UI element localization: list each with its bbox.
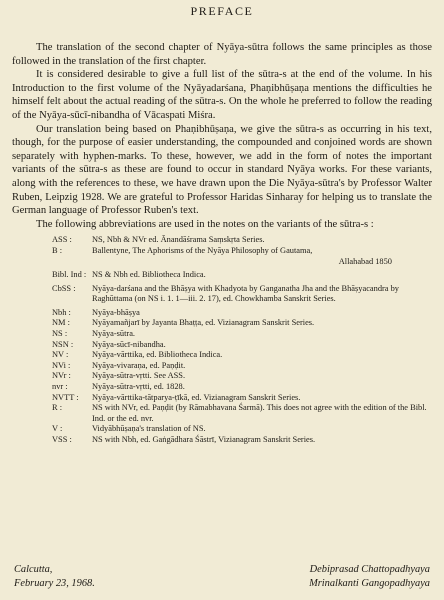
page-title: PREFACE [190, 4, 254, 18]
abbr-key: B [52, 245, 58, 255]
abbr-value: NS with Nbh, ed. Gaṅgādhara Śāstrī, Vizianagram Sanskrit Series. [92, 435, 316, 444]
abbr-sep: : [81, 270, 87, 280]
abbr-key: NVTT [52, 392, 75, 402]
abbr-value: Vidyābhūṣaṇa's translation of NS. [92, 424, 206, 434]
abbreviation-item [52, 403, 428, 424]
abbreviation-item [52, 246, 428, 257]
abbreviation-item [52, 424, 428, 435]
abbr-value: Nyāya-vivaraṇa, ed. Paṇḍit. [92, 360, 186, 370]
signoff-place: Calcutta, [14, 564, 53, 576]
abbreviation-item [52, 361, 428, 372]
place-date [14, 563, 95, 590]
abbr-value: Nyāya-sūtra-vṛtti, ed. 1828. [92, 382, 185, 392]
abbr-key: NSN [52, 339, 69, 349]
abbr-key: NM [52, 318, 66, 328]
abbr-value: Ballentyne, The Aphorisms of the Nyāya Philosophy of Gautama, [92, 245, 313, 255]
abbreviation-item [52, 257, 428, 268]
abbreviation-list [12, 235, 432, 445]
abbr-sep: : [65, 318, 70, 328]
abbr-sep: : [62, 329, 68, 339]
abbr-value: Nyāya-bhāṣya [92, 307, 140, 317]
abbr-key: nvr [52, 382, 64, 392]
abbr-key: NVi [52, 360, 66, 370]
abbr-sep: : [68, 339, 74, 349]
signoff-date: February 23, 1968. [14, 577, 95, 589]
abbr-key: VSS [52, 435, 68, 444]
abbreviation-item [52, 318, 428, 329]
abbr-key: V [52, 424, 58, 434]
abbreviation-item [52, 340, 428, 351]
abbr-key: Bibl. Ind [52, 270, 82, 280]
abbr-key: ASS [52, 235, 68, 245]
abbreviation-item [52, 435, 428, 446]
abbreviation-item [52, 329, 428, 340]
abbr-sep: : [66, 371, 71, 381]
paragraph-3: Our translation being based on Phaṇibhūṣaṇa, we give the sūtra-s as occurring in his text, though, for the purpose of easier understanding, the compounded and conjoined words are shown separately with hyphen-marks. To these, however, we add in the form of notes the important variants of the sūtra-s as these are found to occur in standard Nyāya works. For these variants, along with the references to these, we have drawn upon the Die Nyāya-sūtra's by Professor Walter Ruben, Leipzig 1928. We are grateful to Professor Haridas Sinharay for helping us to translate the German language of Professor Ruben's text. [12, 123, 432, 217]
abbreviation-item [52, 270, 428, 281]
abbr-key: Nbh [52, 307, 67, 317]
abbr-value: NS with NVr, ed. Paṇḍit (by Rāmabhavana Śarmā). This does not agree with the edition of the Bibl. Ind. or the ed. nvr. [92, 403, 427, 423]
abbreviation-item [52, 284, 428, 305]
abbr-key: CbSS [52, 283, 72, 293]
authors [309, 563, 430, 590]
abbr-value: NS, Nbh & NVr ed. Ānandāśrama Saṃskṛta Series. [92, 235, 265, 245]
abbr-key: NVr [52, 371, 67, 381]
abbr-value: NS & Nbh ed. Bibliotheca Indica. [92, 270, 206, 280]
abbr-value: Nyāyamañjarī by Jayanta Bhaṭṭa, ed. Vizianagram Sanskrit Series. [92, 318, 315, 328]
abbreviation-item [52, 235, 428, 246]
signoff [14, 563, 430, 590]
abbr-sep: : [74, 392, 79, 402]
abbreviation-item [52, 308, 428, 319]
abbreviation-item [52, 382, 428, 393]
abbr-key: NS [52, 329, 63, 339]
abbr-sep: : [71, 283, 76, 293]
abbr-sep: : [57, 424, 63, 434]
author-name: Debiprasad Chattopadhyaya [309, 564, 430, 576]
abbr-sep: : [57, 403, 63, 413]
abbr-value: Nyāya-vārttika, ed. Bibliotheca Indica. [92, 350, 223, 360]
abbr-sep: : [63, 382, 68, 392]
paragraph-2: It is considered desirable to give a full list of the sūtra-s at the end of the volume. In his Introduction to the first volume of the Nyāyadarśana, Phaṇibhūṣaṇa mentions the difficulties he himself felt about the actual reading of the sūtra-s. On the whole he preferred to follow the reading of the Nyāya-sūcī-nibandha of Vācaspati Miśra. [12, 69, 432, 121]
abbreviation-item [52, 393, 428, 404]
author-name: Mrinalkanti Gangopadhyaya [309, 577, 430, 589]
abbr-value: Allahabad 1850 [338, 256, 392, 266]
abbr-sep: : [57, 245, 63, 255]
paragraph-1: The translation of the second chapter of Nyāya-sūtra follows the same principles as those followed in the translation of the first chapter. [12, 42, 432, 67]
abbr-sep: : [63, 350, 69, 360]
abbr-sep: : [65, 360, 71, 370]
abbreviation-item [52, 371, 428, 382]
abbr-value: Nyāya-darśana and the Bhāṣya with Khadyota by Ganganatha Jha and the Bhāṣyacandra by Raghūttama (on NS i. 1. 1—iii. 2. 17), ed. Chowkhamba Sanskrit Series. [92, 283, 399, 304]
abbr-key: R [52, 403, 58, 413]
abbr-value: Nyāya-sūtra-vṛtti. See ASS. [92, 371, 186, 381]
abbr-sep: : [67, 435, 72, 444]
abbr-value: Nyāya-vārttika-tātparya-ṭīkā, ed. Vizianagram Sanskrit Series. [92, 392, 301, 402]
abbr-value: Nyāya-sūcī-nibandha. [92, 339, 166, 349]
abbr-sep: : [66, 307, 71, 317]
abbr-key: NV [52, 350, 64, 360]
abbr-value: Nyāya-sūtra. [92, 329, 136, 339]
paragraph-4: The following abbreviations are used in the notes on the variants of the sūtra-s : [36, 218, 374, 230]
abbreviation-item [52, 350, 428, 361]
abbr-sep: : [67, 235, 72, 245]
